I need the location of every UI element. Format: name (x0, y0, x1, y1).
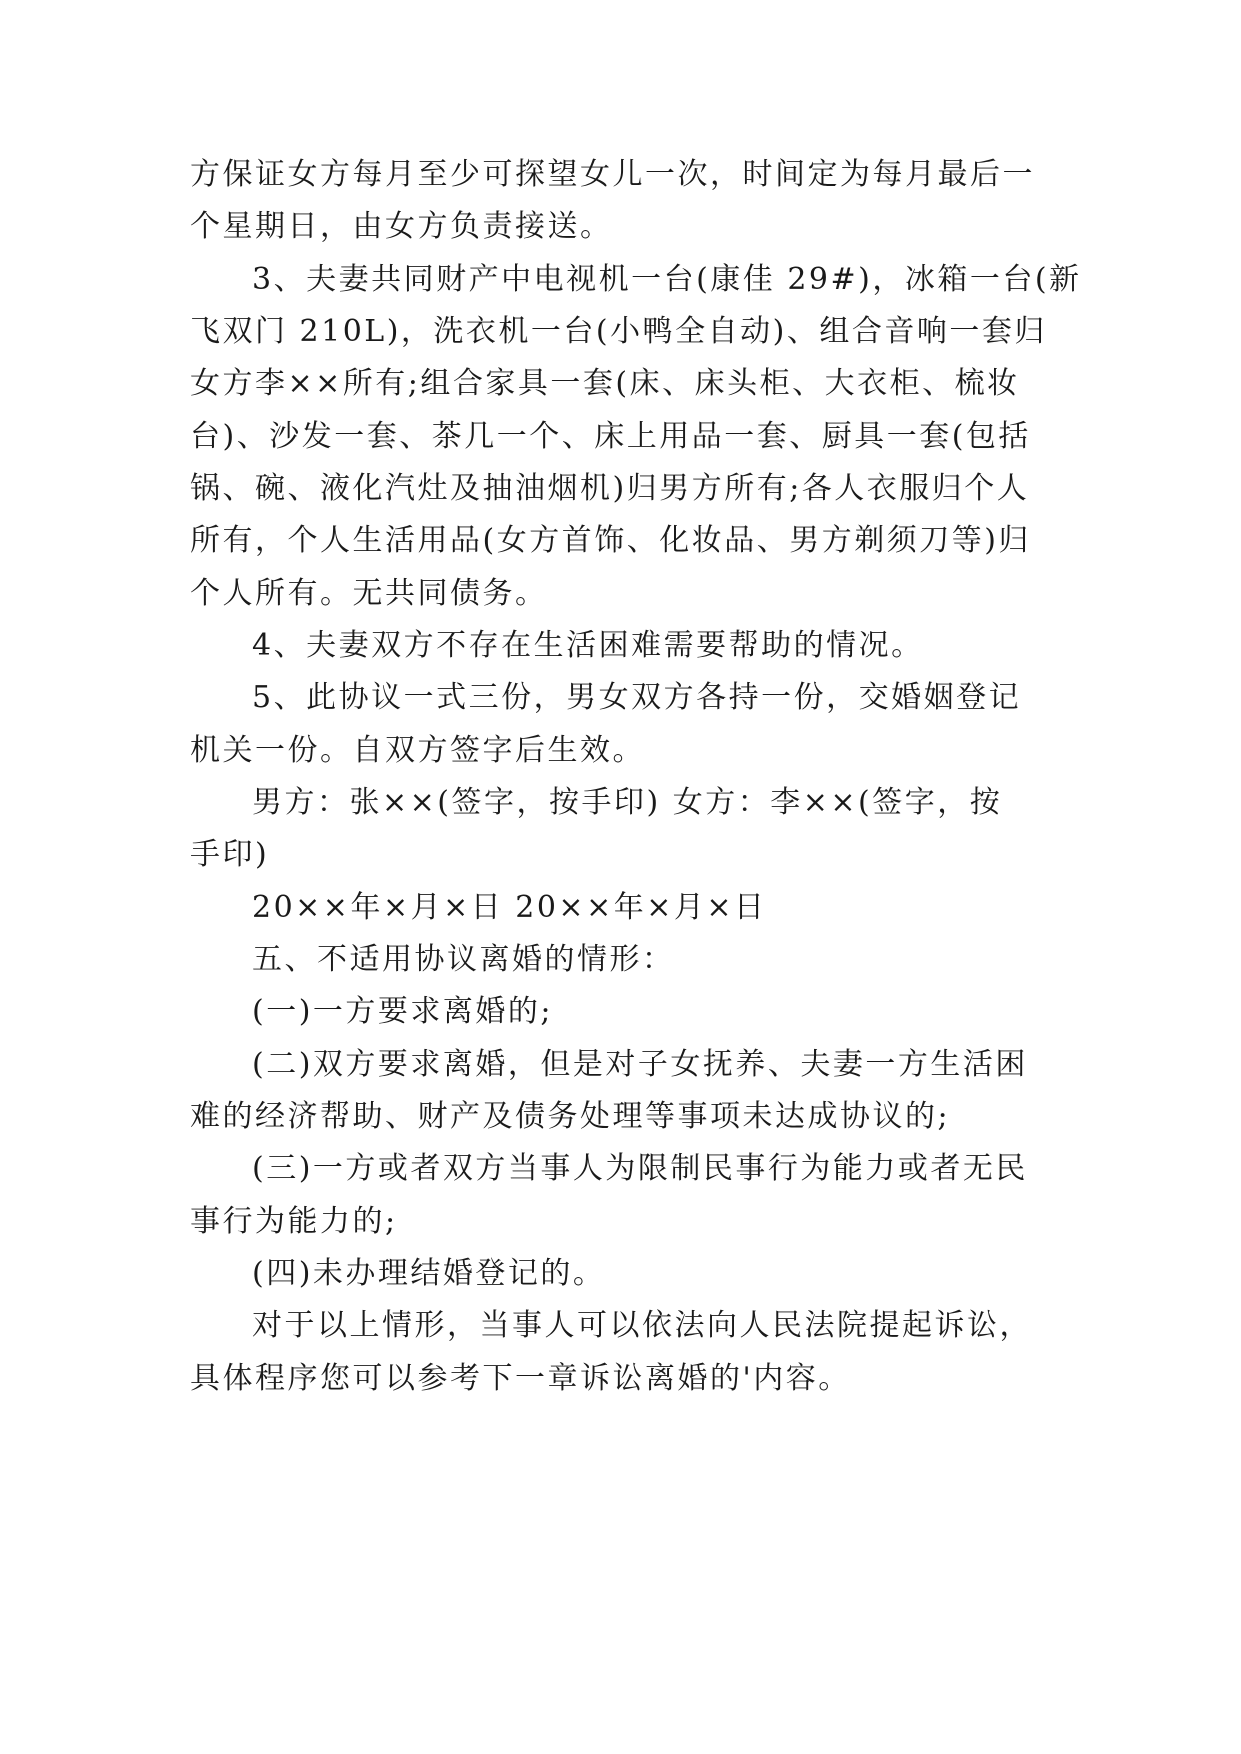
text-line: (四)未办理结婚登记的。 (252, 1256, 606, 1291)
text-line: 手印) (190, 837, 270, 872)
text-line: 女方李××所有;组合家具一套(床、床头柜、大衣柜、梳妆 (190, 366, 1020, 401)
text-line: 方保证女方每月至少可探望女儿一次，时间定为每月最后一 (190, 157, 1035, 192)
text-line: 个星期日，由女方负责接送。 (190, 209, 613, 244)
text-line: 锅、碗、液化汽灶及抽油烟机)归男方所有;各人衣服归个人 (190, 471, 1030, 506)
text-line: 5、此协议一式三份，男女双方各持一份，交婚姻登记 (252, 680, 1022, 715)
text-line: 男方：张××(签字，按手印) 女方：李××(签字，按 (252, 785, 1003, 820)
text-line: 4、夫妻双方不存在生活困难需要帮助的情况。 (252, 628, 924, 663)
text-line: 所有，个人生活用品(女方首饰、化妆品、男方剃须刀等)归 (190, 523, 1031, 558)
text-line: 对于以上情形，当事人可以依法向人民法院提起诉讼， (252, 1308, 1032, 1343)
text-line: (一)一方要求离婚的; (252, 994, 554, 1029)
text-line: (三)一方或者双方当事人为限制民事行为能力或者无民 (252, 1151, 1028, 1186)
text-line: 3、夫妻共同财产中电视机一台(康佳 29#)，冰箱一台(新 (252, 262, 1082, 297)
text-line: 台)、沙发一套、茶几一个、床上用品一套、厨具一套(包括 (190, 419, 1031, 454)
text-line: 个人所有。无共同债务。 (190, 576, 548, 611)
text-line: 飞双门 210L)，洗衣机一台(小鸭全自动)、组合音响一套归 (190, 314, 1047, 349)
text-line: 具体程序您可以参考下一章诉讼离婚的'内容。 (190, 1361, 851, 1396)
text-line: 事行为能力的; (190, 1204, 398, 1239)
text-line: 机关一份。自双方签字后生效。 (190, 733, 645, 768)
text-line: 五、不适用协议离婚的情形： (252, 942, 675, 977)
text-line: (二)双方要求离婚，但是对子女抚养、夫妻一方生活困 (252, 1047, 1028, 1082)
text-line: 难的经济帮助、财产及债务处理等事项未达成协议的; (190, 1099, 951, 1134)
text-line: 20××年×月×日 20××年×月×日 (252, 890, 767, 925)
